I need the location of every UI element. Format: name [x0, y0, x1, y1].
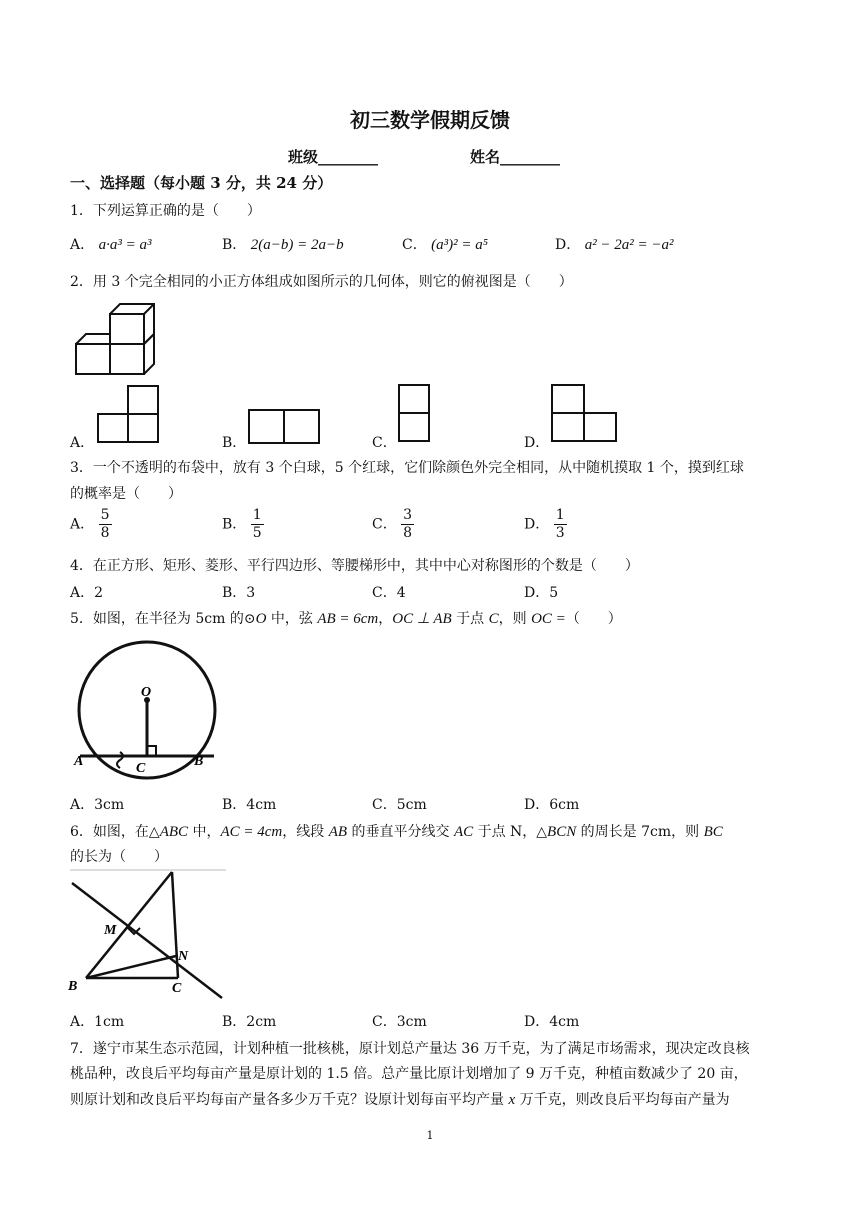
q3-option-c: C． $\frac{3}{8}$ — [372, 507, 413, 541]
label-b: B — [68, 979, 78, 994]
triangle-bisector-figure — [68, 868, 228, 1003]
page-title: 初三数学假期反馈 — [350, 108, 510, 132]
q2-option-a: A． — [70, 435, 95, 451]
class-field: 班级________ — [288, 148, 379, 166]
q6-option-b: B．2cm — [222, 1014, 277, 1030]
q4-option-c: C．4 — [372, 585, 406, 601]
label-n: N — [178, 949, 189, 964]
q2-option-b: B． — [222, 435, 247, 451]
question-6-stem: 6．如图，在△ABC 中，AC = 4cm，线段 AB 的垂直平分线交 AC 于点 N，△BCN 的周长是 7cm，则 BC — [70, 824, 723, 840]
page-number: 1 — [426, 1129, 434, 1142]
question-7-line2: 桃品种，改良后平均每亩产量是原计划的 1.5 倍。总产量比原计划增加了 9 万千克，种植亩数减少了 20 亩， — [70, 1066, 748, 1082]
question-2-stem: 2．用 3 个完全相同的小正方体组成如图所示的几何体，则它的俯视图是（ ） — [70, 274, 573, 290]
q5-option-b: B．4cm — [222, 797, 277, 813]
name-field: 姓名________ — [470, 148, 561, 166]
q6-option-a: A．1cm — [70, 1014, 125, 1030]
circle-chord-figure — [72, 648, 222, 776]
question-7-line3: 则原计划和改良后平均每亩产量各多少万千克？设原计划每亩平均产量 x 万千克，则改良后平均每亩产量为 — [70, 1092, 730, 1108]
q1-d-expr: a² − 2a² = −a² — [584, 237, 674, 253]
q5-option-c: C．5cm — [372, 797, 427, 813]
cube-solid-figure — [70, 300, 160, 380]
q2-a-figure — [96, 385, 161, 445]
question-4-stem: 4．在正方形、矩形、菱形、平行四边形、等腰梯形中，其中中心对称图形的个数是（ ） — [70, 558, 639, 574]
question-5-stem: 5．如图，在半径为 5cm 的⊙O 中，弦 AB = 6cm，OC ⊥ AB 于点 C，则 OC =（ ） — [70, 611, 622, 627]
q1-c-expr: (a³)² = a⁵ — [431, 237, 488, 253]
q3-a-fraction: $\frac{5}{8}$ — [100, 507, 110, 541]
q1-b-expr: 2(a−b) = 2a−b — [250, 237, 344, 253]
label-b: B — [194, 754, 204, 769]
q6-option-d: D．4cm — [524, 1014, 580, 1030]
q1-option-c: C． (a³)² = a⁵ — [402, 237, 488, 253]
q2-option-c: C． — [372, 435, 397, 451]
q6-option-c: C．3cm — [372, 1014, 427, 1030]
label-a: A — [74, 754, 84, 769]
label-m: M — [104, 923, 117, 938]
q2-c-figure — [397, 383, 432, 445]
label-o: O — [141, 685, 152, 700]
q3-b-fraction: $\frac{1}{5}$ — [252, 507, 262, 541]
q3-option-b: B． $\frac{1}{5}$ — [222, 507, 262, 541]
q1-option-d: D． a² − 2a² = −a² — [555, 237, 674, 253]
q3-option-d: D． $\frac{1}{3}$ — [524, 507, 565, 541]
q4-option-b: B．3 — [222, 585, 256, 601]
q5-option-d: D．6cm — [524, 797, 580, 813]
label-c: C — [136, 761, 146, 776]
q4-option-d: D．5 — [524, 585, 559, 601]
q2-d-figure — [550, 383, 620, 445]
question-7-line1: 7．遂宁市某生态示范园，计划种植一批核桃，原计划总产量达 36 万千克，为了满足市场需求，现决定改良核 — [70, 1041, 750, 1057]
q1-a-expr: a·a³ = a³ — [98, 237, 152, 253]
label-c: C — [172, 981, 182, 996]
q2-b-figure — [247, 408, 322, 446]
question-6-stem-line2: 的长为（ ） — [70, 849, 168, 865]
q3-option-a: A． $\frac{5}{8}$ — [70, 507, 110, 541]
q5-option-a: A．3cm — [70, 797, 125, 813]
q3-c-fraction: $\frac{3}{8}$ — [403, 507, 413, 541]
q1-option-a: A． a·a³ = a³ — [70, 237, 152, 253]
section-heading: 一、选择题（每小题 3 分，共 24 分） — [70, 174, 333, 192]
question-3-stem-line1: 3．一个不透明的布袋中，放有 3 个白球，5 个红球，它们除颜色外完全相同，从中随机摸取 1 个，摸到红球 — [70, 460, 744, 476]
q1-option-b: B． 2(a−b) = 2a−b — [222, 237, 344, 253]
question-1-stem: 1．下列运算正确的是（ ） — [70, 203, 261, 219]
question-3-stem-line2: 的概率是（ ） — [70, 486, 182, 502]
q4-option-a: A．2 — [70, 585, 104, 601]
q2-option-d: D． — [524, 435, 550, 451]
q3-d-fraction: $\frac{1}{3}$ — [555, 507, 565, 541]
